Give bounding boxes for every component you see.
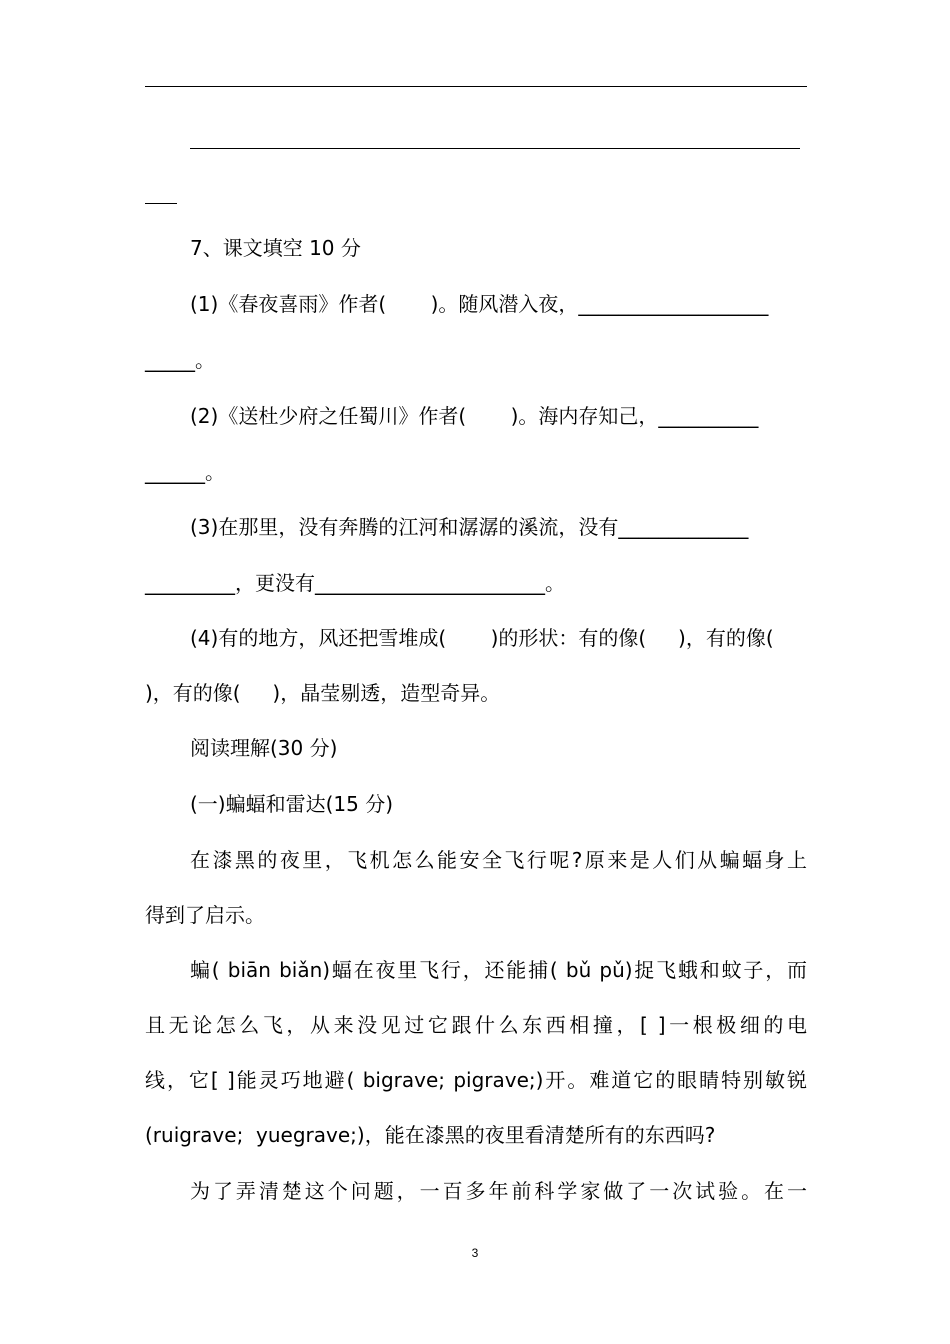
page-number: 3 [471,1246,479,1260]
answer-line [190,148,800,149]
answer-line [145,203,177,204]
paragraph-2-line: (ruigrave; yuegrave;)，能在漆黑的夜里看清楚所有的东西吗? [145,1123,716,1147]
paragraph-2-line: 蝙( biān biǎn)蝠在夜里飞行，还能捕( bǔ pǔ)捉飞蛾和蚊子，而 [190,958,807,982]
question-1-line: (1)《春夜喜雨》作者( )。随风潜入夜，___________________ [190,292,769,316]
paragraph-3-line: 为了弄清楚这个问题，一百多年前科学家做了一次试验。在一 [190,1179,807,1203]
answer-line [145,86,807,87]
question-2-line: (2)《送杜少府之任蜀川》作者( )。海内存知己，__________ [190,404,759,428]
question-3-continuation: _________，更没有_______________________。 [145,571,565,595]
section-heading-fill-blank: 7、课文填空 10 分 [190,236,361,260]
question-4-line: (4)有的地方，风还把雪堆成( )的形状：有的像( )，有的像( [190,626,774,650]
paragraph-1-continuation: 得到了启示。 [145,903,265,927]
passage-title: (一)蝙蝠和雷达(15 分) [190,792,394,816]
question-2-continuation: ______。 [145,460,225,484]
paragraph-2-line: 且无论怎么飞，从来没见过它跟什么东西相撞，[ ]一根极细的电 [145,1013,807,1037]
question-3-line: (3)在那里，没有奔腾的江河和潺潺的溪流，没有_____________ [190,515,749,539]
question-4-continuation: )，有的像( )，晶莹剔透，造型奇异。 [145,681,501,705]
section-heading-reading: 阅读理解(30 分) [190,736,338,760]
paragraph-2-line: 线，它[ ]能灵巧地避( bigrave; pigrave;)开。难道它的眼睛特别敏锐 [145,1068,807,1092]
question-1-continuation: _____。 [145,348,215,372]
paragraph-1-line: 在漆黑的夜里，飞机怎么能安全飞行呢?原来是人们从蝙蝠身上 [190,848,807,872]
